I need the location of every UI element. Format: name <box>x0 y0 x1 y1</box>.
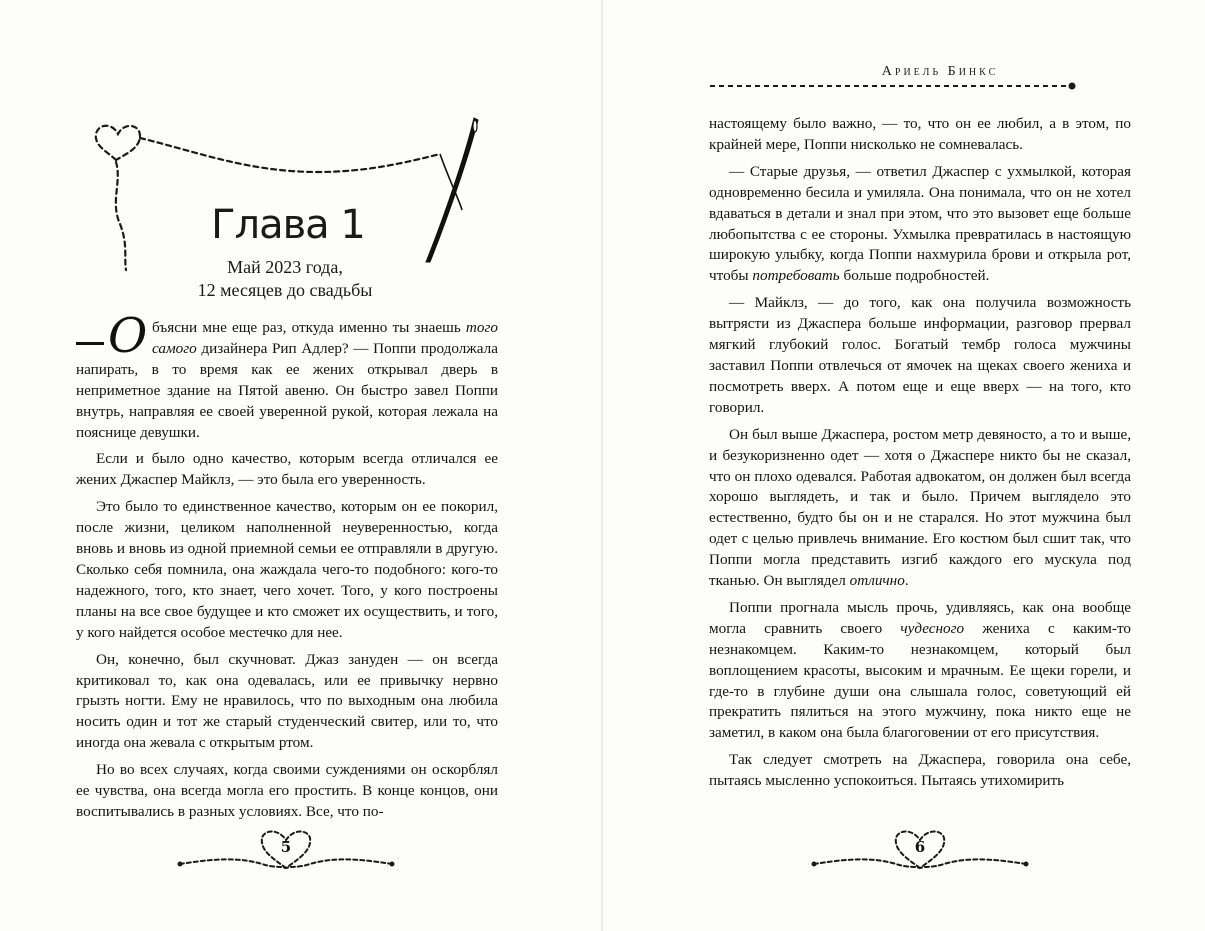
chapter-date <box>140 256 430 302</box>
paragraph: — Старые друзья, — ответил Джаспер с ухмылкой, которая одновременно бесила и умиляла. Она понимала, что он не хотел вдаваться в детали и знал при этом, что это вызовет еще больше любопытства с ее стороны. Ухмылка превратилась в настоящую широкую улыбку, когда Поппи нахмурила брови и открыла рот, чтобы потребовать больше подробностей. <box>709 162 1131 285</box>
right-page <box>603 0 1205 931</box>
paragraph: Он был выше Джаспера, ростом метр девяносто, а то и выше, и безукоризненно одет — хотя о Джаспере никто бы не сказал, что он плохо одевался. Работая адвокатом, он должен был всегда хорошо выглядеть, и так и было. Причем выглядело это естественно, будто бы он и не старался. Но этот мужчина был одет с целью привлечь внимание. Его костюм был сшит так, что Поппи могла представить изгиб каждого его мускула под тканью. Он выглядел отлично. <box>709 425 1131 590</box>
right-body-text <box>709 114 1131 792</box>
paragraph: Так следует смотреть на Джаспера, говорила она себе, пытаясь мысленно успокоиться. Пытаясь утихомирить <box>709 751 1131 790</box>
chapter-date-line-1: Май 2023 года, <box>227 257 343 277</box>
paragraph: — Майклз, — до того, как она получила возможность вытрясти из Джаспера больше информации, разговор прервал мягкий глубокий голос. Богатый тембр голоса мужчины заставил Поппи отвлечься от ямочек на щеках своего жениха и посмотреть вверх. А потом еще и еще вверх — на того, кто говорил. <box>709 294 1131 416</box>
left-body-text <box>76 318 498 823</box>
page-number: 5 <box>280 838 292 856</box>
paragraph: Но во всех случаях, когда своими суждениями он оскорблял ее чувства, она всегда могла его простить. В конце концов, они воспитывались в разных условиях. Все, что по- <box>76 761 498 820</box>
left-page <box>0 0 602 931</box>
paragraph: настоящему было важно, — то, что он ее любил, а в этом, по крайней мере, Поппи нисколько не сомневалась. <box>709 115 1131 153</box>
paragraph: Поппи прогнала мысль прочь, удивляясь, как она вообще могла сравнить своего чудесного жениха с каким-то незнакомцем. Каким-то незнакомцем, который был воплощением красоты, высоким и мрачным. Ее щеки горели, и где-то в глубине души она слышала голос, советующий ей прекратить пялиться на этого мужчину, пока никто еще не заметил, в каком она была благоговении от его присутствия. <box>709 598 1131 742</box>
page-number: 6 <box>914 838 926 856</box>
chapter-title: Глава 1 <box>211 202 365 248</box>
paragraph: Он, конечно, был скучноват. Джаз зануден — он всегда критиковал то, как она одевалась, или ее привычку нервно грызть ногти. Ему не нравилось, что по выходным она любила носить один и тот же старый студенческий свитер, или то, что иногда она жевала с открытым ртом. <box>76 650 498 752</box>
paragraph: Это было то единственное качество, которым он ее покорил, после жизни, целиком наполненной неуверенностью, когда вновь и вновь из одной приемной семьи ее отправляли в другую. Сколько себя помнила, она жаждала чего-то подобного: кого-то надежного, того, кто знает, чего хочет. Того, у кого построены планы на все свое будущее и кто сможет их осуществить, и того, у кого найдется особое местечко для нее. <box>76 498 498 641</box>
paragraph: Если и было одно качество, которым всегда отличался ее жених Джаспер Майклз, — это была его уверенность. <box>76 450 498 489</box>
dashed-rule-icon <box>708 80 1078 92</box>
drop-cap-letter: О <box>108 308 148 364</box>
heart-thread-needle-icon <box>88 112 488 272</box>
chapter-date-line-2: 12 месяцев до свадьбы <box>197 280 373 300</box>
paragraph: бъясни мне еще раз, откуда именно ты знаешь того самого дизайнера Рип Адлер? — Поппи продолжала напирать, в то время как ее жених открывал дверь в неприметное здание на Пятой авеню. Он быстро завел Поппи внутрь, направляя ее своей уверенной рукой, которая лежала на пояснице девушки. <box>76 319 498 441</box>
running-head: Ариель Бинкс <box>881 64 999 79</box>
